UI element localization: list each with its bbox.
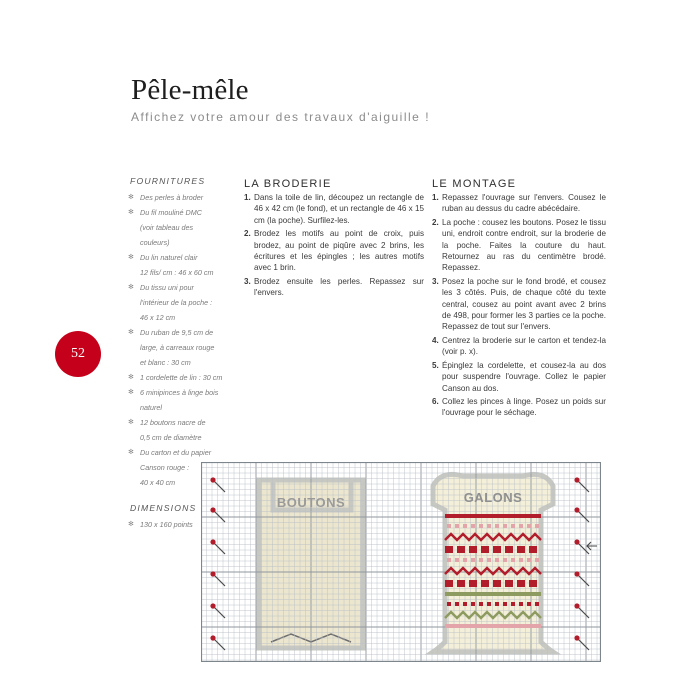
step-text: Centrez la broderie sur le carton et tendez-la (voir p. x). bbox=[442, 335, 606, 357]
braid-stitch bbox=[511, 524, 515, 528]
supply-item bbox=[128, 400, 238, 415]
braid-stitch bbox=[487, 558, 491, 562]
braid-band bbox=[445, 624, 541, 628]
braid-stitch bbox=[463, 558, 467, 562]
braid-block bbox=[529, 546, 537, 553]
braid-stitch bbox=[487, 524, 491, 528]
braid-block bbox=[469, 580, 477, 587]
braid-stitch bbox=[519, 524, 523, 528]
supply-item bbox=[128, 355, 238, 370]
braid-stitch bbox=[471, 558, 475, 562]
braid-stitch bbox=[455, 558, 459, 562]
step-number: 2. bbox=[432, 217, 439, 227]
supply-text: et blanc : 30 cm bbox=[140, 358, 191, 367]
braid-stitch bbox=[479, 524, 483, 528]
step-item bbox=[244, 276, 424, 299]
supply-text: 0,5 cm de diamètre bbox=[140, 433, 202, 442]
supply-item bbox=[128, 445, 238, 460]
braid-stitch bbox=[471, 524, 475, 528]
embroidery-heading: LA BRODERIE bbox=[244, 178, 332, 190]
supply-item bbox=[128, 190, 238, 205]
braid-block bbox=[505, 580, 513, 587]
step-item bbox=[432, 276, 606, 333]
pin-head-icon bbox=[210, 571, 215, 576]
braid-block bbox=[469, 546, 477, 553]
step-number: 6. bbox=[432, 396, 439, 406]
braid-band bbox=[445, 592, 541, 596]
step-text: Brodez ensuite les perles. Repassez sur l'envers. bbox=[254, 276, 424, 298]
pin-head-icon bbox=[574, 507, 579, 512]
pin-head-icon bbox=[574, 477, 579, 482]
step-number: 1. bbox=[432, 193, 439, 202]
step-item bbox=[244, 192, 424, 226]
embroidery-column bbox=[244, 178, 424, 301]
supply-text: Du ruban de 9,5 cm de bbox=[140, 328, 214, 337]
embroidery-steps bbox=[244, 192, 424, 299]
supply-item bbox=[128, 430, 238, 445]
step-text: Épinglez la cordelette, et cousez-la au dos pour suspendre l'ouvrage. Collez le papier Canson au dos. bbox=[442, 360, 606, 393]
supply-text: (voir tableau des bbox=[140, 223, 194, 232]
supply-item bbox=[128, 415, 238, 430]
page-subtitle: Affichez votre amour des travaux d'aiguille ! bbox=[131, 110, 431, 124]
snowflake-bullet-icon: ✻ bbox=[128, 284, 134, 291]
braid-stitch bbox=[447, 602, 451, 606]
pin-head-icon bbox=[574, 603, 579, 608]
step-number: 3. bbox=[432, 276, 439, 286]
snowflake-bullet-icon: ✻ bbox=[128, 389, 134, 396]
braid-block bbox=[493, 546, 501, 553]
braid-stitch bbox=[527, 558, 531, 562]
step-text: La poche : cousez les boutons. Posez le tissu uni, endroit contre endroit, sur la broderie de la poche. Faites la couture du haut. Retournez au ras du centimètre brodé. Repassez. bbox=[442, 217, 606, 273]
braid-stitch bbox=[495, 558, 499, 562]
supply-text: 46 x 12 cm bbox=[140, 313, 176, 322]
supplies-heading: FOURNITURES bbox=[130, 176, 206, 186]
supply-item bbox=[128, 265, 238, 280]
braid-stitch bbox=[479, 558, 483, 562]
supply-text: 1 cordelette de lin : 30 cm bbox=[140, 373, 223, 382]
supply-text: Des perles à broder bbox=[140, 193, 204, 202]
braid-stitch bbox=[447, 524, 451, 528]
supply-text: Du lin naturel clair bbox=[140, 253, 198, 262]
page-number-badge: 52 bbox=[55, 331, 101, 377]
braid-stitch bbox=[479, 602, 483, 606]
supply-text: large, à carreaux rouge bbox=[140, 343, 215, 352]
pin-head-icon bbox=[210, 635, 215, 640]
braid-stitch bbox=[511, 558, 515, 562]
snowflake-bullet-icon: ✻ bbox=[128, 254, 134, 261]
pin-head-icon bbox=[210, 477, 215, 482]
braid-band bbox=[445, 514, 541, 518]
dimensions-heading: DIMENSIONS bbox=[130, 503, 197, 513]
step-item bbox=[432, 217, 606, 274]
supply-item bbox=[128, 280, 238, 295]
braid-stitch bbox=[527, 602, 531, 606]
supply-item bbox=[128, 370, 238, 385]
braid-stitch bbox=[471, 602, 475, 606]
supply-text: l'intérieur de la poche : bbox=[140, 298, 213, 307]
supply-text: 40 x 40 cm bbox=[140, 478, 176, 487]
snowflake-bullet-icon: ✻ bbox=[128, 521, 134, 528]
page-title: Pêle-mêle bbox=[131, 74, 249, 106]
assembly-steps bbox=[432, 192, 606, 419]
assembly-column bbox=[432, 178, 606, 421]
supply-text: naturel bbox=[140, 403, 162, 412]
step-item bbox=[244, 228, 424, 274]
snowflake-bullet-icon: ✻ bbox=[128, 329, 134, 336]
step-text: Collez les pinces à linge. Posez un poids sur l'ouvrage pour le séchage. bbox=[442, 396, 606, 418]
step-item bbox=[432, 335, 606, 358]
braid-block bbox=[481, 580, 489, 587]
braid-block bbox=[517, 580, 525, 587]
supply-text: Du tissu uni pour bbox=[140, 283, 194, 292]
pin-head-icon bbox=[210, 603, 215, 608]
supply-text: 12 fils/ cm : 46 x 60 cm bbox=[140, 268, 214, 277]
braid-block bbox=[457, 580, 465, 587]
step-item bbox=[432, 192, 606, 215]
step-text: Posez la poche sur le fond brodé, et cousez les 3 côtés. Puis, de chaque côté du texte central, cousez au point avant avec 2 brins de 498, pour former les 3 parties ce la poche. Repassez de tout sur l'envers. bbox=[442, 276, 606, 332]
step-text: Dans la toile de lin, découpez un rectangle de 46 x 42 cm (le fond), et un rectangle de 46 x 15 cm (la poche). Surfilez-les. bbox=[254, 193, 424, 225]
supply-text: Du carton et du papier bbox=[140, 448, 212, 457]
supply-item bbox=[128, 325, 238, 340]
step-number: 4. bbox=[432, 335, 439, 345]
braid-block bbox=[505, 546, 513, 553]
braid-stitch bbox=[527, 524, 531, 528]
supply-item bbox=[128, 220, 238, 235]
braid-block bbox=[529, 580, 537, 587]
braid-stitch bbox=[535, 524, 539, 528]
supply-text: 12 boutons nacre de bbox=[140, 418, 206, 427]
braid-stitch bbox=[463, 524, 467, 528]
supply-text: 6 minipinces à linge bois bbox=[140, 388, 219, 397]
snowflake-bullet-icon: ✻ bbox=[128, 419, 134, 426]
assembly-heading: LE MONTAGE bbox=[432, 178, 517, 190]
step-item bbox=[432, 360, 606, 394]
supply-item bbox=[128, 205, 238, 220]
supply-text: couleurs) bbox=[140, 238, 170, 247]
supply-item bbox=[128, 295, 238, 310]
step-number: 3. bbox=[244, 276, 251, 286]
braid-stitch bbox=[535, 558, 539, 562]
braid-stitch bbox=[455, 602, 459, 606]
step-text: Brodez les motifs au point de croix, puis brodez, au point de piqûre avec 2 brins, les écritures et les épingles ; les autres motifs avec 1 brin. bbox=[254, 229, 424, 273]
snowflake-bullet-icon: ✻ bbox=[128, 209, 134, 216]
cross-stitch-chart bbox=[201, 462, 601, 662]
braid-stitch bbox=[487, 602, 491, 606]
supply-text: Du fil mouliné DMC bbox=[140, 208, 202, 217]
braid-stitch bbox=[535, 602, 539, 606]
snowflake-bullet-icon: ✻ bbox=[128, 194, 134, 201]
step-number: 2. bbox=[244, 229, 251, 239]
braid-stitch bbox=[511, 602, 515, 606]
snowflake-bullet-icon: ✻ bbox=[128, 449, 134, 456]
braid-block bbox=[493, 580, 501, 587]
supplies-list bbox=[128, 190, 238, 490]
pin-head-icon bbox=[574, 635, 579, 640]
supply-item bbox=[128, 340, 238, 355]
braid-block bbox=[445, 580, 453, 587]
braid-stitch bbox=[503, 602, 507, 606]
braid-stitch bbox=[503, 558, 507, 562]
step-text: Repassez l'ouvrage sur l'envers. Cousez le ruban au dessus du cadre abécédaire. bbox=[442, 193, 606, 214]
braid-stitch bbox=[463, 602, 467, 606]
galons-label: GALONS bbox=[463, 490, 523, 505]
pin-head-icon bbox=[210, 507, 215, 512]
braid-block bbox=[481, 546, 489, 553]
dimension-text: 130 x 160 points bbox=[140, 520, 193, 529]
snowflake-bullet-icon: ✻ bbox=[128, 374, 134, 381]
step-number: 1. bbox=[244, 193, 251, 202]
braid-block bbox=[517, 546, 525, 553]
supply-item bbox=[128, 310, 238, 325]
supply-item bbox=[128, 385, 238, 400]
pin-head-icon bbox=[574, 539, 579, 544]
braid-stitch bbox=[519, 558, 523, 562]
braid-stitch bbox=[503, 524, 507, 528]
step-number: 5. bbox=[432, 360, 439, 370]
braid-stitch bbox=[495, 524, 499, 528]
pin-head-icon bbox=[210, 539, 215, 544]
supply-text: Canson rouge : bbox=[140, 463, 190, 472]
braid-stitch bbox=[519, 602, 523, 606]
step-item bbox=[432, 396, 606, 419]
supply-item bbox=[128, 235, 238, 250]
boutons-label: BOUTONS bbox=[276, 495, 346, 510]
pin-head-icon bbox=[574, 571, 579, 576]
braid-block bbox=[457, 546, 465, 553]
supply-item bbox=[128, 250, 238, 265]
braid-stitch bbox=[495, 602, 499, 606]
braid-stitch bbox=[447, 558, 451, 562]
braid-stitch bbox=[455, 524, 459, 528]
braid-block bbox=[445, 546, 453, 553]
